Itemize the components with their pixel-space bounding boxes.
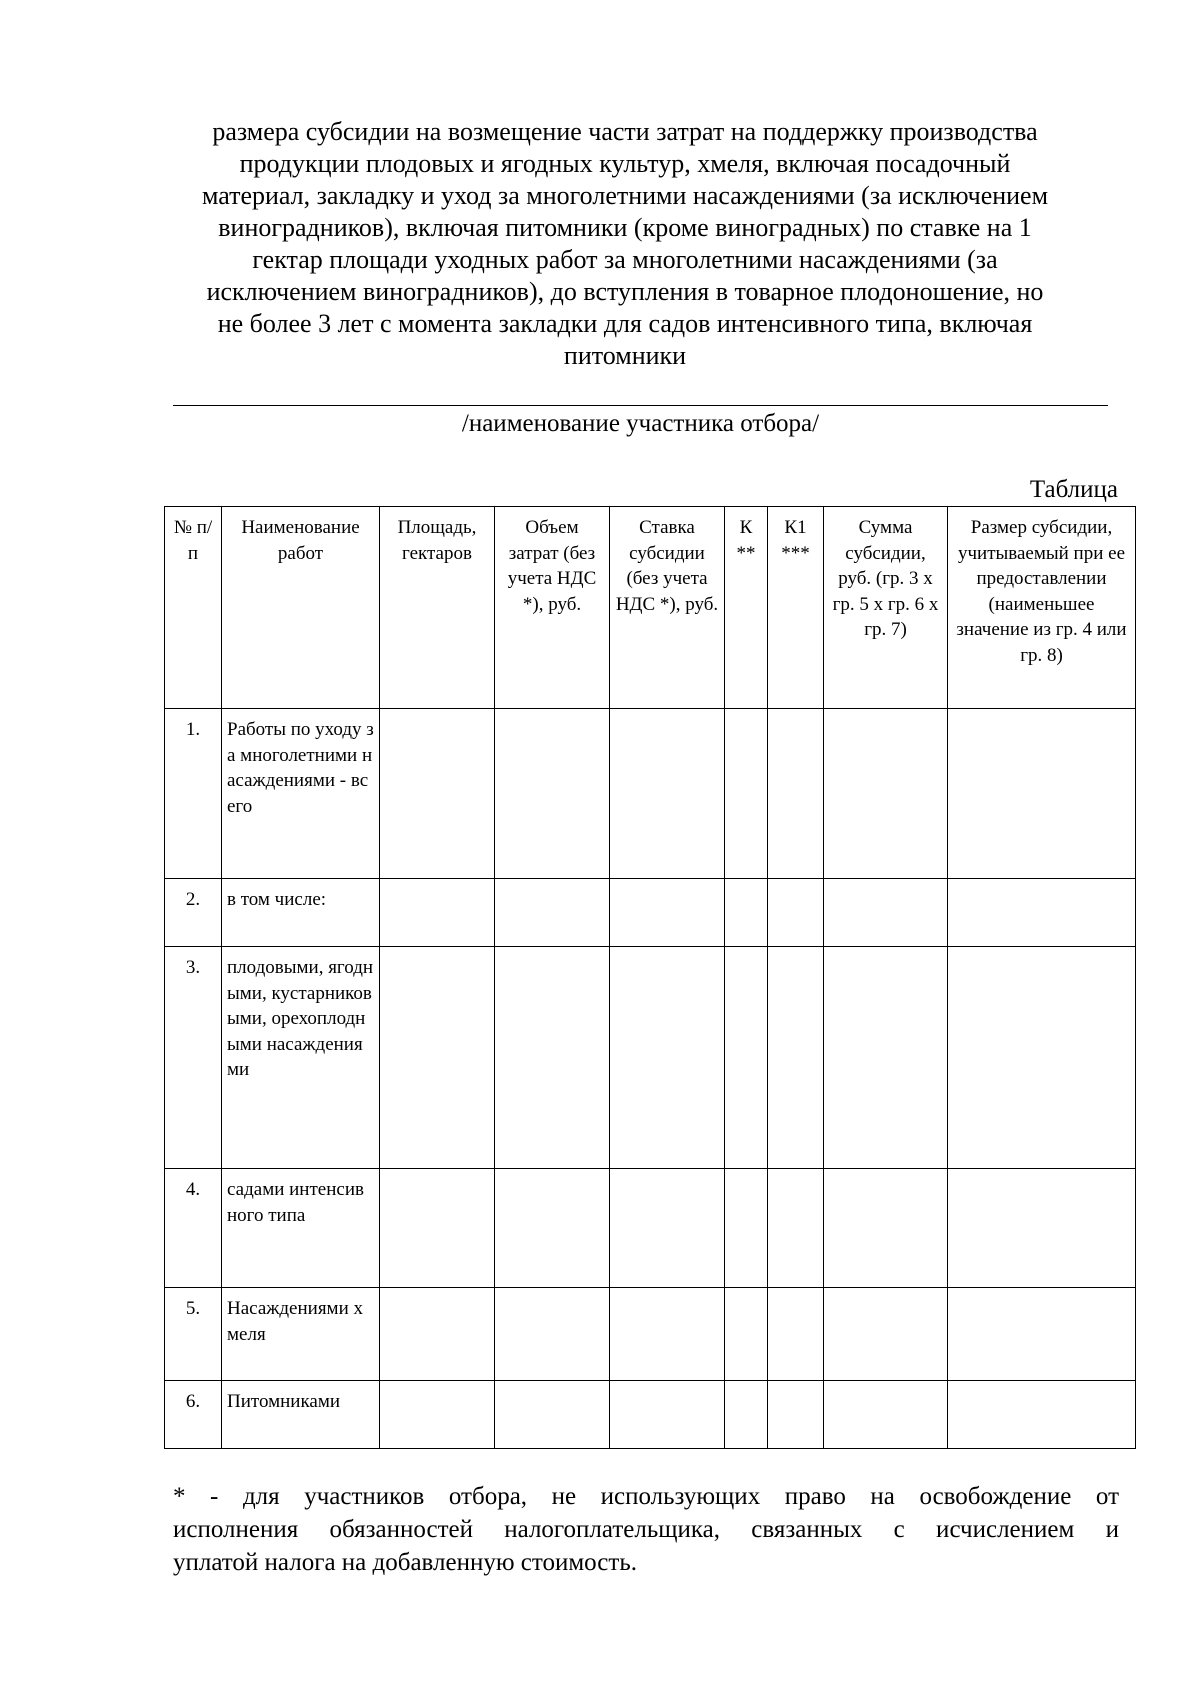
k1-cell[interactable] (768, 1169, 824, 1288)
row-number: 3. (165, 947, 222, 1169)
header-cell-subsidy-rate: Ставка субсидии (без учета НДС *), руб. (610, 507, 725, 709)
header-cell-subsidy-size: Размер субсидии, учитываемый при ее предоставлении (наименьшее значение из гр. 4 или гр. 8) (948, 507, 1136, 709)
participant-name-line (173, 405, 1108, 406)
row-number: 2. (165, 879, 222, 947)
cost-cell[interactable] (495, 1169, 610, 1288)
rate-cell[interactable] (610, 947, 725, 1169)
k-cell[interactable] (725, 1381, 768, 1449)
cost-cell[interactable] (495, 1381, 610, 1449)
footnote-line: уплатой налога на добавленную стоимость. (173, 1549, 637, 1576)
vat-footnote (173, 1480, 1119, 1579)
subsidy-size-cell[interactable] (948, 1288, 1136, 1381)
sum-cell[interactable] (824, 879, 948, 947)
header-cell-subsidy-sum: Сумма субсидии, руб. (гр. 3 х гр. 5 х гр. 6 х гр. 7) (824, 507, 948, 709)
area-cell[interactable] (380, 947, 495, 1169)
cost-cell[interactable] (495, 1288, 610, 1381)
k1-cell[interactable] (768, 709, 824, 879)
table-row (165, 1169, 1136, 1288)
k-cell[interactable] (725, 1169, 768, 1288)
sum-cell[interactable] (824, 1288, 948, 1381)
title-line: продукции плодовых и ягодных культур, хмеля, включая посадочный (239, 149, 1011, 178)
area-cell[interactable] (380, 709, 495, 879)
k1-cell[interactable] (768, 1381, 824, 1449)
sum-cell[interactable] (824, 1169, 948, 1288)
subsidy-size-cell[interactable] (948, 879, 1136, 947)
k-cell[interactable] (725, 947, 768, 1169)
header-cell-cost-volume: Объем затрат (без учета НДС *), руб. (495, 507, 610, 709)
row-work-name: Работы по уходу за многолетними насаждениями - всего (222, 709, 380, 879)
row-number: 6. (165, 1381, 222, 1449)
area-cell[interactable] (380, 879, 495, 947)
area-cell[interactable] (380, 1288, 495, 1381)
rate-cell[interactable] (610, 1169, 725, 1288)
participant-caption: /наименование участника отбора/ (461, 410, 820, 437)
header-cell-k1: К1 *** (768, 507, 824, 709)
title-line: виноградников), включая питомники (кроме виноградных) по ставке на 1 (218, 213, 1032, 242)
table-header-row (165, 507, 1136, 709)
header-cell-work-name: Наименование работ (222, 507, 380, 709)
table-row (165, 709, 1136, 879)
sum-cell[interactable] (824, 709, 948, 879)
document-title (175, 116, 1075, 372)
title-line: материал, закладку и уход за многолетними насаждениями (за исключением (201, 181, 1049, 210)
subsidy-table (164, 506, 1136, 1449)
subsidy-size-cell[interactable] (948, 1381, 1136, 1449)
rate-cell[interactable] (610, 709, 725, 879)
sum-cell[interactable] (824, 1381, 948, 1449)
subsidy-size-cell[interactable] (948, 947, 1136, 1169)
title-line: не более 3 лет с момента закладки для садов интенсивного типа, включая (217, 309, 1033, 338)
row-work-name: садами интенсивного типа (222, 1169, 380, 1288)
header-cell-num: № п/п (165, 507, 222, 709)
footnote-line: * - для участников отбора, не использующих право на освобождение от (173, 1483, 1119, 1510)
subsidy-size-cell[interactable] (948, 709, 1136, 879)
k1-cell[interactable] (768, 1288, 824, 1381)
cost-cell[interactable] (495, 947, 610, 1169)
title-line: размера субсидии на возмещение части затрат на поддержку производства (212, 117, 1038, 146)
area-cell[interactable] (380, 1381, 495, 1449)
title-line: гектар площади уходных работ за многолетними насаждениями (за (252, 245, 998, 274)
k-cell[interactable] (725, 709, 768, 879)
k1-cell[interactable] (768, 879, 824, 947)
table-row (165, 1288, 1136, 1381)
k-cell[interactable] (725, 1288, 768, 1381)
rate-cell[interactable] (610, 1288, 725, 1381)
title-line: питомники (563, 341, 687, 370)
header-cell-k: К ** (725, 507, 768, 709)
row-number: 1. (165, 709, 222, 879)
row-work-name: Питомниками (222, 1381, 380, 1449)
row-number: 5. (165, 1288, 222, 1381)
footnote-line: исполнения обязанностей налогоплательщика, связанных с исчислением и (173, 1516, 1119, 1543)
header-cell-area: Площадь, гектаров (380, 507, 495, 709)
k1-cell[interactable] (768, 947, 824, 1169)
cost-cell[interactable] (495, 879, 610, 947)
rate-cell[interactable] (610, 879, 725, 947)
subsidy-size-cell[interactable] (948, 1169, 1136, 1288)
title-line: исключением виноградников), до вступления в товарное плодоношение, но (206, 277, 1044, 306)
row-work-name: плодовыми, ягодными, кустарниковыми, орехоплодными насаждениями (222, 947, 380, 1169)
row-work-name: Насаждениями хмеля (222, 1288, 380, 1381)
rate-cell[interactable] (610, 1381, 725, 1449)
sum-cell[interactable] (824, 947, 948, 1169)
row-work-name: в том числе: (222, 879, 380, 947)
table-row (165, 879, 1136, 947)
table-label: Таблица (1029, 476, 1118, 503)
table-row (165, 1381, 1136, 1449)
area-cell[interactable] (380, 1169, 495, 1288)
row-number: 4. (165, 1169, 222, 1288)
k-cell[interactable] (725, 879, 768, 947)
table-row (165, 947, 1136, 1169)
cost-cell[interactable] (495, 709, 610, 879)
